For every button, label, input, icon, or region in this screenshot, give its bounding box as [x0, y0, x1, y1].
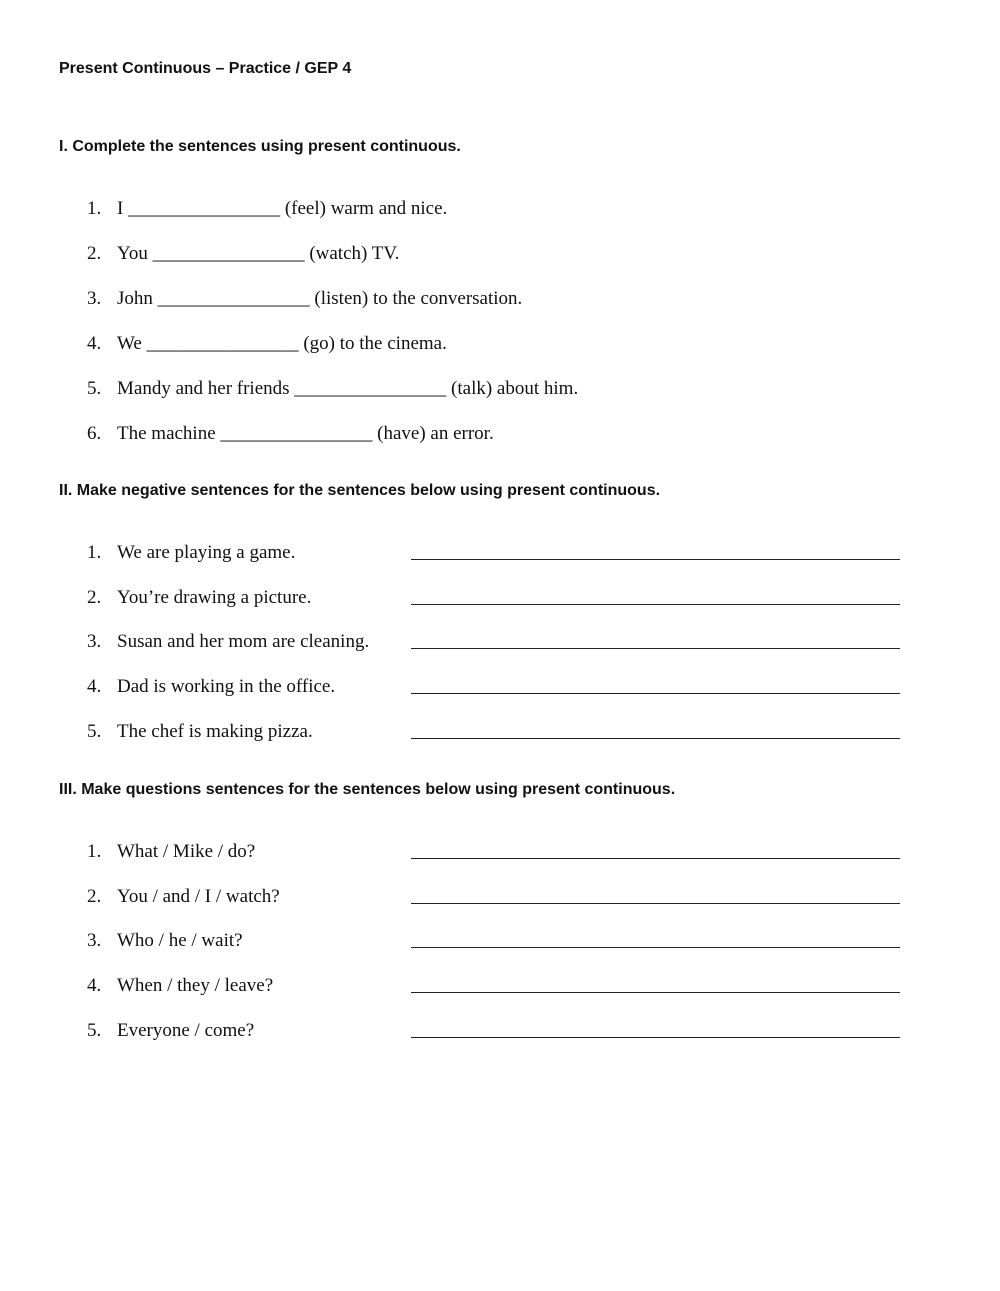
answer-line[interactable] — [411, 858, 900, 859]
item-sentence: Everyone / come? — [117, 1020, 255, 1041]
item-number: 3. — [87, 288, 102, 309]
item-number: 5. — [87, 1020, 102, 1041]
exercise-2-item-3 — [0, 629, 1000, 655]
item-number: 5. — [87, 721, 102, 742]
exercise-3-item-2 — [0, 884, 1000, 910]
item-sentence: The machine ________________ (have) an error. — [117, 423, 494, 444]
item-sentence: Susan and her mom are cleaning. — [117, 631, 370, 652]
item-sentence: Who / he / wait? — [117, 930, 243, 951]
exercise-2-item-1 — [0, 540, 1000, 566]
exercise-3-item-3 — [0, 928, 1000, 954]
item-number: 2. — [87, 243, 102, 264]
item-sentence: Mandy and her friends ________________ (talk) about him. — [117, 378, 579, 399]
item-number: 1. — [87, 198, 102, 219]
answer-line[interactable] — [411, 559, 900, 560]
exercise-3-item-5 — [0, 1018, 1000, 1044]
item-number: 4. — [87, 975, 102, 996]
exercise-2-item-5 — [0, 719, 1000, 745]
answer-line[interactable] — [411, 648, 900, 649]
item-number: 2. — [87, 587, 102, 608]
answer-line[interactable] — [411, 903, 900, 904]
item-sentence: We ________________ (go) to the cinema. — [117, 333, 447, 354]
answer-line[interactable] — [411, 738, 900, 739]
exercise-2-item-2 — [0, 585, 1000, 611]
item-number: 6. — [87, 423, 102, 444]
item-sentence: We are playing a game. — [117, 542, 296, 563]
item-number: 2. — [87, 886, 102, 907]
item-sentence: When / they / leave? — [117, 975, 274, 996]
section-3-heading: III. Make questions sentences for the sentences below using present continuous. — [59, 781, 676, 798]
item-number: 1. — [87, 542, 102, 563]
answer-line[interactable] — [411, 693, 900, 694]
item-number: 4. — [87, 333, 102, 354]
section-2-heading: II. Make negative sentences for the sentences below using present continuous. — [59, 482, 661, 499]
exercise-3-item-1 — [0, 839, 1000, 865]
item-sentence: The chef is making pizza. — [117, 721, 313, 742]
exercise-2-item-4 — [0, 674, 1000, 700]
item-sentence: Dad is working in the office. — [117, 676, 336, 697]
answer-line[interactable] — [411, 604, 900, 605]
item-number: 3. — [87, 930, 102, 951]
item-number: 1. — [87, 841, 102, 862]
answer-line[interactable] — [411, 947, 900, 948]
item-sentence: You ________________ (watch) TV. — [117, 243, 400, 264]
item-number: 3. — [87, 631, 102, 652]
item-sentence: John ________________ (listen) to the conversation. — [117, 288, 523, 309]
item-number: 5. — [87, 378, 102, 399]
item-sentence: What / Mike / do? — [117, 841, 256, 862]
exercise-3-item-4 — [0, 973, 1000, 999]
item-number: 4. — [87, 676, 102, 697]
section-1-heading: I. Complete the sentences using present continuous. — [59, 138, 461, 155]
answer-line[interactable] — [411, 1037, 900, 1038]
item-sentence: You / and / I / watch? — [117, 886, 280, 907]
answer-line[interactable] — [411, 992, 900, 993]
item-sentence: I ________________ (feel) warm and nice. — [117, 198, 448, 219]
item-sentence: You’re drawing a picture. — [117, 587, 312, 608]
page-title: Present Continuous – Practice / GEP 4 — [59, 60, 352, 77]
